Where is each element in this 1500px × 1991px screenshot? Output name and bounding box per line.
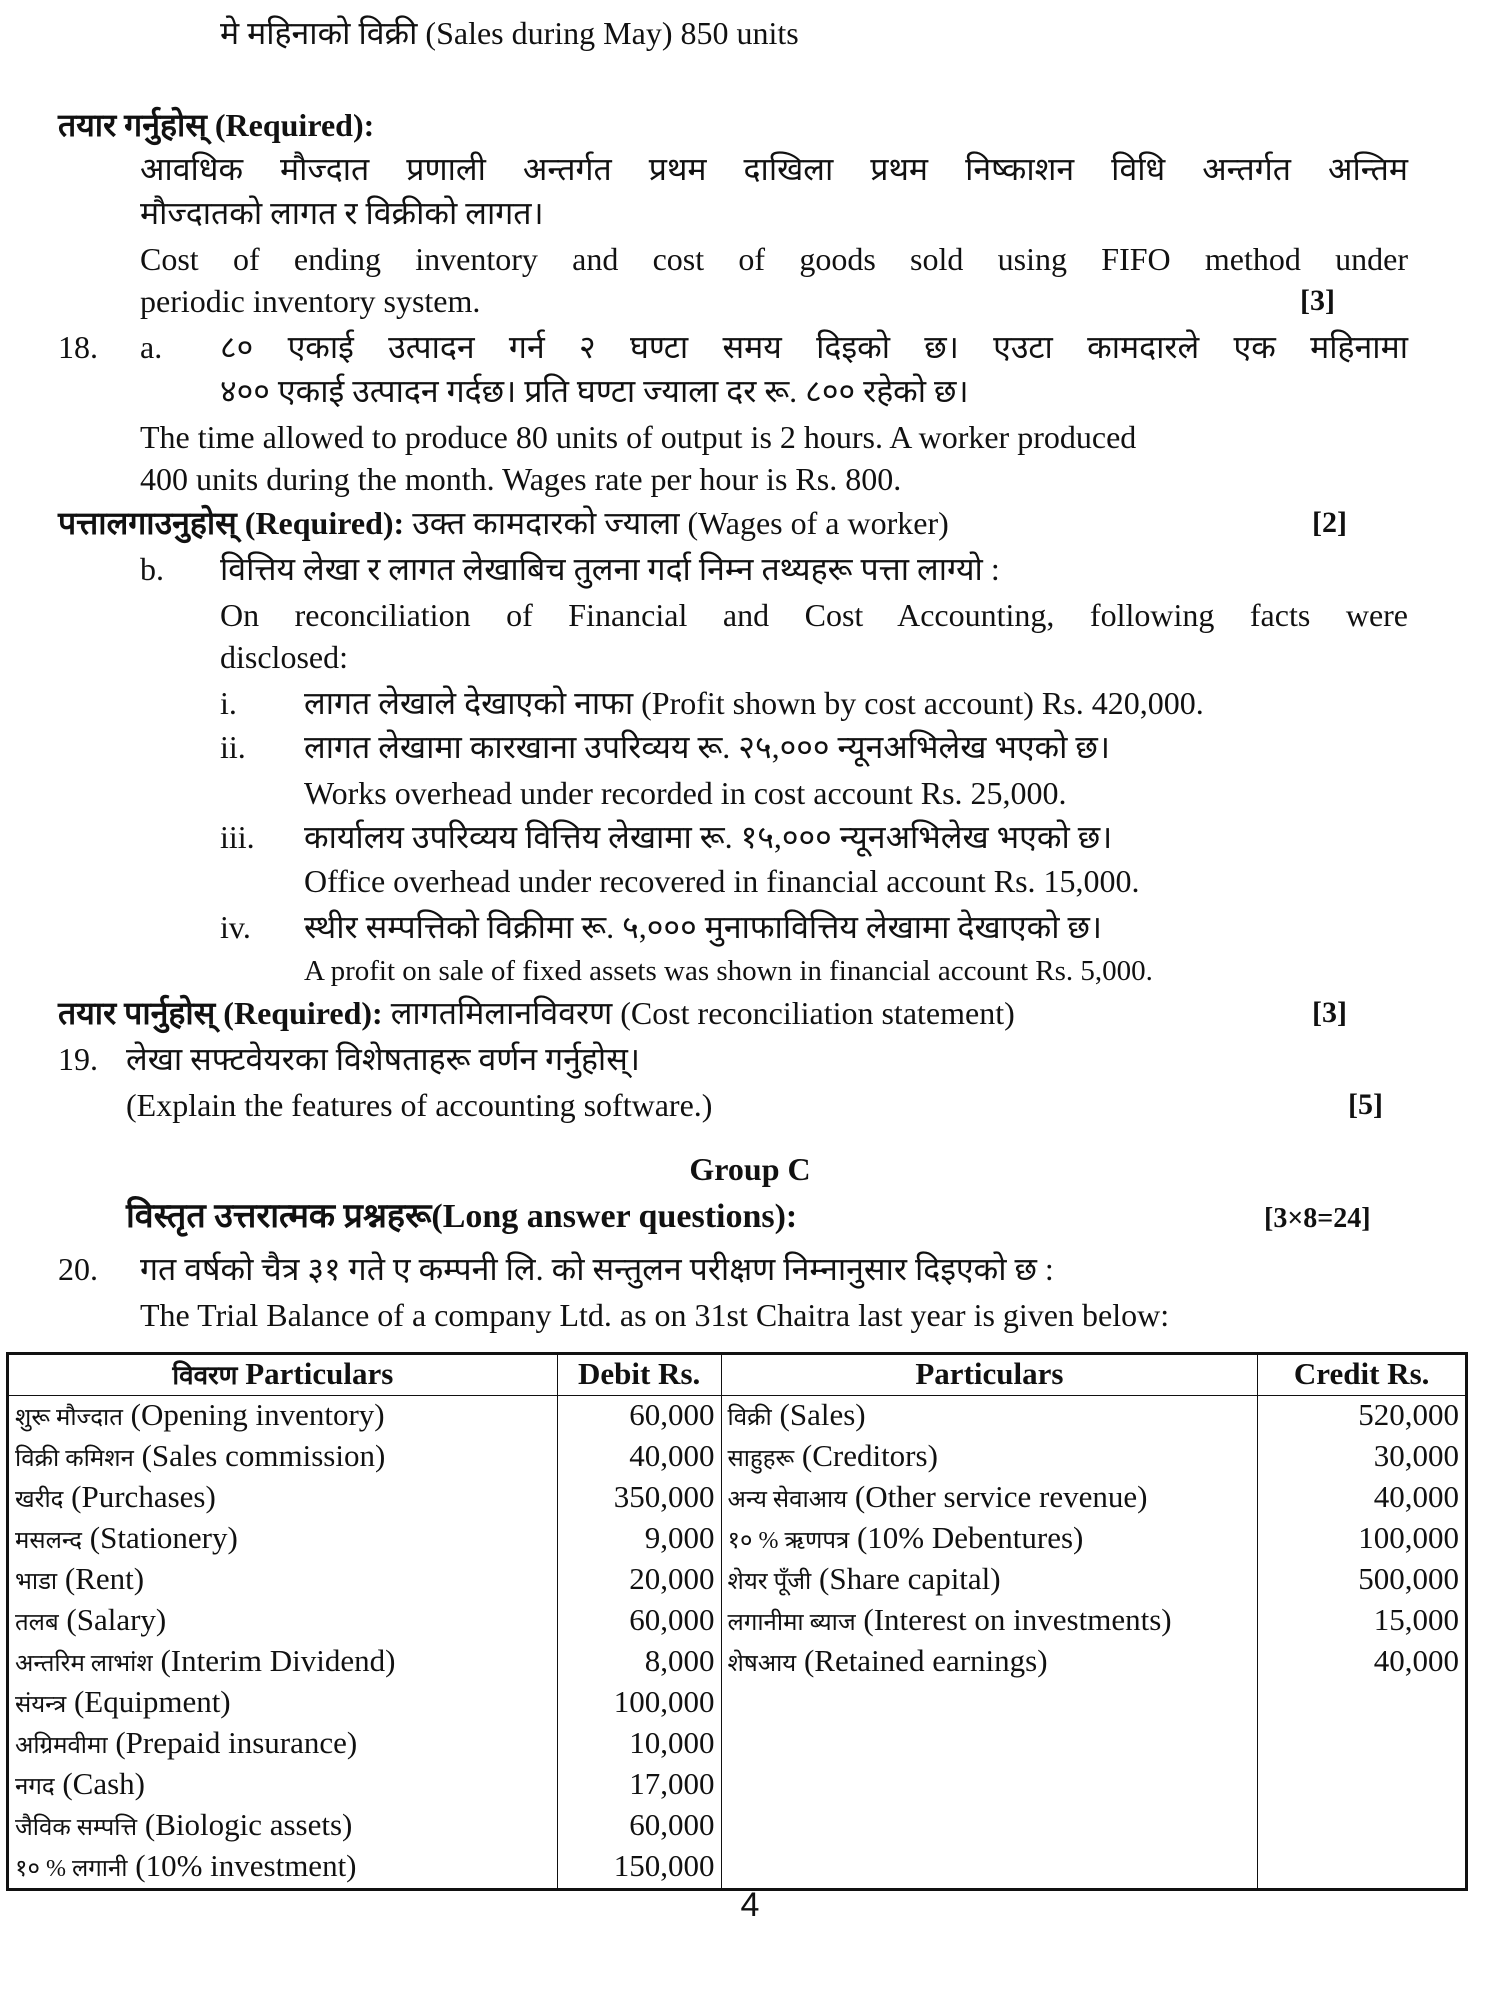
debit-particulars-cell (8, 1642, 558, 1683)
q18a-required (58, 504, 949, 542)
debit-particulars-cell (8, 1806, 558, 1847)
q19-number: 19. (58, 1041, 98, 1077)
credit-amount-cell (1258, 1724, 1467, 1765)
table-row (8, 1683, 1467, 1724)
debit-particulars-np: खरीद (15, 1487, 64, 1513)
q18b-item-iv-en: A profit on sale of fixed assets was shown in financial account Rs. 5,000. (304, 955, 1153, 987)
q18b-item-iii-num: iii. (220, 819, 255, 855)
credit-amount-cell (1258, 1765, 1467, 1806)
debit-particulars-np: भाडा (15, 1569, 58, 1595)
credit-particulars-en: (Creditors) (801, 1438, 938, 1473)
q18a-required-text: उक्त कामदारको ज्याला (Wages of a worker) (412, 505, 949, 541)
debit-particulars-en: (Purchases) (71, 1479, 216, 1514)
table-row (8, 1601, 1467, 1642)
credit-amount-cell (1258, 1847, 1467, 1890)
credit-particulars-np: १० % ऋणपत्र (727, 1528, 850, 1554)
debit-particulars-cell (8, 1765, 558, 1806)
credit-particulars-en: (Retained earnings) (803, 1643, 1048, 1678)
debit-particulars-np: नगद (15, 1774, 55, 1800)
q18b-item-ii-np: लागत लेखामा कारखाना उपरिव्यय रू. २५,००० न्यूनअभिलेख भएको छ। (304, 729, 1110, 765)
credit-particulars-np: लगानीमा ब्याज (727, 1610, 856, 1636)
table-row (8, 1560, 1467, 1601)
q20-en: The Trial Balance of a company Ltd. as on 31st Chaitra last year is given below: (140, 1297, 1170, 1333)
q17-np-line1: आवधिक मौज्दात प्रणाली अन्तर्गत प्रथम दाखिला प्रथम निष्काशन विधि अन्तर्गत अन्तिम (140, 151, 1408, 187)
debit-amount-cell: 17,000 (557, 1765, 721, 1806)
credit-amount-cell (1258, 1806, 1467, 1847)
q17-en-line1: Cost of ending inventory and cost of goods sold using FIFO method under (140, 241, 1408, 277)
q18b-required-text: लागतमिलानविवरण (Cost reconciliation statement) (390, 995, 1015, 1031)
table-row (8, 1396, 1467, 1438)
table-row (8, 1437, 1467, 1478)
header-credit-amount: Credit Rs. (1258, 1354, 1467, 1396)
q18b-item-iii-en: Office overhead under recovered in financial account Rs. 15,000. (304, 863, 1140, 899)
q18a-en-line2: 400 units during the month. Wages rate per hour is Rs. 800. (140, 461, 902, 497)
table-row (8, 1765, 1467, 1806)
credit-particulars-cell (721, 1847, 1258, 1890)
q17-en-line2: periodic inventory system. (140, 283, 481, 319)
q18b-marks: [3] (1312, 996, 1347, 1029)
debit-amount-cell: 60,000 (557, 1601, 721, 1642)
q18b-letter: b. (140, 551, 164, 587)
q17-sales-may: मे महिनाको विक्री (Sales during May) 850 units (220, 15, 799, 51)
debit-amount-cell: 60,000 (557, 1806, 721, 1847)
debit-amount-cell: 60,000 (557, 1396, 721, 1438)
q18a-np-line1: ८० एकाई उत्पादन गर्न २ घण्टा समय दिइको छ। एउटा कामदारले एक महिनामा (220, 329, 1408, 365)
table-row (8, 1519, 1467, 1560)
header-debit-particulars (8, 1354, 558, 1396)
credit-particulars-en: (10% Debentures) (856, 1520, 1084, 1555)
q18b-item-i-np: लागत लेखाले देखाएको नाफा (Profit shown by cost account) Rs. 420,000. (304, 685, 1204, 721)
q18a-en-line1: The time allowed to produce 80 units of output is 2 hours. A worker produced (140, 419, 1137, 455)
debit-particulars-en: (Equipment) (73, 1684, 231, 1719)
table-row (8, 1724, 1467, 1765)
debit-particulars-en: (Opening inventory) (130, 1397, 385, 1432)
q18b-en-line2: disclosed: (220, 639, 348, 675)
debit-amount-cell: 20,000 (557, 1560, 721, 1601)
debit-particulars-cell (8, 1478, 558, 1519)
debit-particulars-np: १० % लगानी (15, 1856, 128, 1882)
debit-particulars-en: (Prepaid insurance) (115, 1725, 358, 1760)
header-debit-particulars-en: Particulars (245, 1356, 394, 1391)
credit-particulars-en: (Other service revenue) (854, 1479, 1148, 1514)
debit-particulars-en: (Interim Dividend) (160, 1643, 396, 1678)
credit-particulars-cell (721, 1683, 1258, 1724)
credit-amount-cell: 40,000 (1258, 1478, 1467, 1519)
group-c-heading: विस्तृत उत्तरात्मक प्रश्नहरू(Long answer questions): (126, 1198, 798, 1235)
q17-required-label: तयार गर्नुहोस् (Required): (58, 107, 375, 143)
q18b-item-ii-en: Works overhead under recorded in cost account Rs. 25,000. (304, 775, 1067, 811)
debit-particulars-cell (8, 1601, 558, 1642)
debit-particulars-np: तलब (15, 1610, 59, 1636)
q17-np-line2: मौज्दातको लागत र विक्रीको लागत। (140, 195, 544, 231)
debit-particulars-np: जैविक सम्पत्ति (15, 1815, 138, 1841)
header-credit-particulars: Particulars (721, 1354, 1258, 1396)
debit-particulars-cell (8, 1847, 558, 1890)
debit-particulars-cell (8, 1396, 558, 1438)
debit-amount-cell: 8,000 (557, 1642, 721, 1683)
credit-particulars-cell (721, 1601, 1258, 1642)
debit-particulars-en: (Cash) (62, 1766, 145, 1801)
credit-particulars-np: शेयर पूँजी (727, 1569, 812, 1595)
q18b-item-iv-num: iv. (220, 909, 251, 945)
q18a-marks: [2] (1312, 506, 1347, 539)
credit-particulars-np: विक्री (727, 1405, 772, 1431)
q18a-required-label: पत्तालगाउनुहोस् (Required): (58, 505, 405, 541)
q18b-item-iii-np: कार्यालय उपरिव्यय वित्तिय लेखामा रू. १५,००० न्यूनअभिलेख भएको छ। (304, 819, 1113, 855)
debit-particulars-cell (8, 1683, 558, 1724)
table-row (8, 1806, 1467, 1847)
q18b-np-line1: वित्तिय लेखा र लागत लेखाबिच तुलना गर्दा निम्न तथ्यहरू पत्ता लाग्यो : (220, 551, 1000, 587)
q19-en: (Explain the features of accounting software.) (126, 1087, 713, 1123)
credit-particulars-cell (721, 1478, 1258, 1519)
q18a-np-line2: ४०० एकाई उत्पादन गर्दछ। प्रति घण्टा ज्याला दर रू. ८०० रहेको छ। (220, 373, 969, 409)
debit-particulars-en: (Biologic assets) (144, 1807, 353, 1842)
credit-particulars-cell (721, 1396, 1258, 1438)
q19-np: लेखा सफ्टवेयरका विशेषताहरू वर्णन गर्नुहोस्। (126, 1041, 640, 1077)
q20-number: 20. (58, 1251, 98, 1287)
q18b-required (58, 994, 1015, 1032)
debit-particulars-en: (10% investment) (135, 1848, 357, 1883)
debit-particulars-np: शुरू मौज्दात (15, 1405, 123, 1431)
credit-particulars-cell (721, 1806, 1258, 1847)
credit-amount-cell: 40,000 (1258, 1642, 1467, 1683)
debit-particulars-cell (8, 1724, 558, 1765)
credit-amount-cell: 100,000 (1258, 1519, 1467, 1560)
debit-particulars-en: (Sales commission) (141, 1438, 386, 1473)
table-row (8, 1642, 1467, 1683)
debit-particulars-cell (8, 1519, 558, 1560)
table-row (8, 1478, 1467, 1519)
debit-particulars-np: मसलन्द (15, 1528, 83, 1554)
credit-amount-cell: 500,000 (1258, 1560, 1467, 1601)
credit-particulars-cell (721, 1519, 1258, 1560)
q18b-item-i-num: i. (220, 685, 237, 721)
q17-marks: [3] (1300, 284, 1335, 317)
credit-amount-cell: 520,000 (1258, 1396, 1467, 1438)
q18b-required-label: तयार पार्नुहोस् (Required): (58, 995, 383, 1031)
q19-marks: [5] (1348, 1088, 1383, 1121)
credit-amount-cell: 30,000 (1258, 1437, 1467, 1478)
credit-particulars-cell (721, 1642, 1258, 1683)
debit-particulars-en: (Stationery) (89, 1520, 238, 1555)
q18-number: 18. (58, 329, 98, 365)
debit-amount-cell: 40,000 (557, 1437, 721, 1478)
debit-particulars-en: (Rent) (64, 1561, 145, 1596)
debit-amount-cell: 100,000 (557, 1683, 721, 1724)
group-c-title: Group C (689, 1151, 811, 1187)
header-debit-particulars-np: विवरण (172, 1361, 238, 1390)
credit-particulars-np: शेषआय (727, 1651, 797, 1677)
debit-amount-cell: 9,000 (557, 1519, 721, 1560)
table-row (8, 1847, 1467, 1890)
trial-balance-body (8, 1396, 1467, 1890)
credit-amount-cell (1258, 1683, 1467, 1724)
credit-particulars-np: साहुहरू (727, 1446, 795, 1472)
q18b-item-ii-num: ii. (220, 729, 246, 765)
credit-particulars-np: अन्य सेवाआय (727, 1487, 848, 1513)
debit-amount-cell: 350,000 (557, 1478, 721, 1519)
trial-balance-table (6, 1352, 1468, 1891)
credit-particulars-en: (Sales) (779, 1397, 866, 1432)
debit-amount-cell: 10,000 (557, 1724, 721, 1765)
credit-amount-cell: 15,000 (1258, 1601, 1467, 1642)
credit-particulars-en: (Share capital) (819, 1561, 1001, 1596)
q18b-en-line1: On reconciliation of Financial and Cost Accounting, following facts were (220, 597, 1408, 633)
debit-particulars-np: विक्री कमिशन (15, 1446, 134, 1472)
q18b-item-iv-np: स्थीर सम्पत्तिको विक्रीमा रू. ५,००० मुनाफावित्तिय लेखामा देखाएको छ। (304, 909, 1103, 945)
table-header-row (8, 1354, 1467, 1396)
header-debit-amount: Debit Rs. (557, 1354, 721, 1396)
credit-particulars-cell (721, 1765, 1258, 1806)
credit-particulars-cell (721, 1560, 1258, 1601)
page-number: 4 (740, 1886, 760, 1924)
credit-particulars-en: (Interest on investments) (863, 1602, 1172, 1637)
debit-particulars-np: संयन्त्र (15, 1692, 67, 1718)
debit-particulars-np: अन्तरिम लाभांश (15, 1651, 153, 1677)
debit-amount-cell: 150,000 (557, 1847, 721, 1890)
debit-particulars-np: अग्रिमवीमा (15, 1733, 108, 1759)
debit-particulars-cell (8, 1437, 558, 1478)
q20-np: गत वर्षको चैत्र ३१ गते ए कम्पनी लि. को सन्तुलन परीक्षण निम्नानुसार दिइएको छ : (140, 1251, 1054, 1287)
group-c-marks: [3×8=24] (1264, 1203, 1371, 1234)
debit-particulars-cell (8, 1560, 558, 1601)
debit-particulars-en: (Salary) (66, 1602, 167, 1637)
q18a-letter: a. (140, 329, 163, 365)
credit-particulars-cell (721, 1437, 1258, 1478)
credit-particulars-cell (721, 1724, 1258, 1765)
